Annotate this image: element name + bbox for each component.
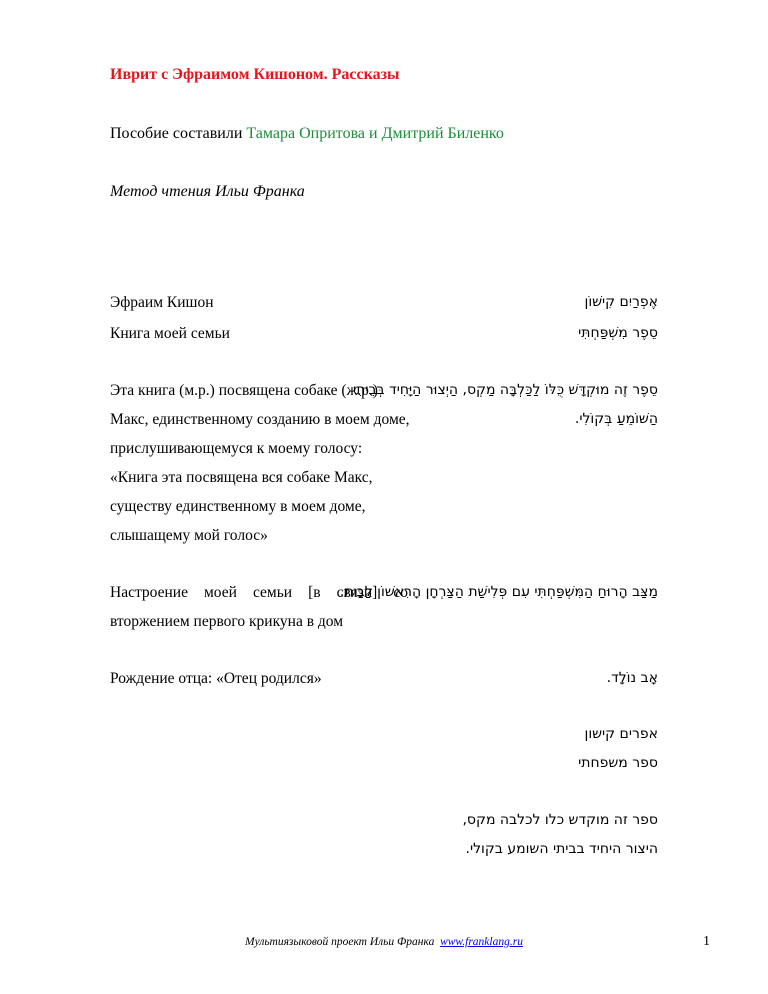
plain-hebrew-line: היצור היחיד בביתי השומע בקולי.: [465, 841, 658, 857]
authors-names: Тамара Опритова и Дмитрий Биленко: [246, 125, 504, 142]
plain-hebrew-line: אפרים קישון: [584, 726, 658, 742]
russian-line-book: Книга моей семьи: [110, 325, 230, 342]
hebrew-line-author: אֶפְרַיִם קִישׁוֹן: [584, 294, 658, 310]
hebrew-paragraph-mood: מַצַּב הָרוּחַ הַמִּשְׁפַּחְתִּי עִם פְּלִישַׁת הַצַּרְחָן הָרִאשׁוֹן לַבַּיִת.: [339, 584, 658, 600]
page-footer: [0, 936, 768, 948]
footer-link[interactable]: www.franklang.ru: [440, 936, 523, 948]
russian-paragraph-dedication: Эта книга (м.р.) посвящена собаке (ж.р.) Макс, единственному созданию в моем доме, прислушивающемуся к моему голосу: «Книга эта посвящена вся собаке Макс, существу единственному в моем доме, слышащему мой голос»: [110, 382, 410, 544]
authors-line: [110, 125, 504, 143]
plain-hebrew-line: ספר זה מוקדש כלו לכלבה מקס,: [462, 812, 658, 828]
russian-paragraph-mood: Настроение моей семьи [в связи] со вторжением первого крикуна в дом: [110, 584, 408, 630]
hebrew-paragraph-dedication: סֵפֶר זֶה מוּקְדָּשׁ כֻּלּוֹ לַכַּלְבָּה מַקְס, הַיְצוּר הַיָּחִיד בְּבֵיתִי הַשּׁוֹמֵעַ בְּקוֹלִי.: [353, 382, 658, 427]
hebrew-line-birth: אָב נוֹלָד.: [606, 670, 658, 686]
authors-prefix: Пособие составили: [110, 125, 247, 142]
plain-hebrew-line: ספר משפחתי: [578, 755, 658, 771]
method-subtitle: Метод чтения Ильи Франка: [110, 183, 305, 200]
book-title: Иврит с Эфраимом Кишоном. Рассказы: [110, 66, 400, 83]
footer-project: Мультиязыковой проект Ильи Франка: [245, 936, 435, 948]
russian-line-birth: Рождение отца: «Отец родился»: [110, 670, 322, 687]
russian-line-author: Эфраим Кишон: [110, 294, 214, 311]
page-number: 1: [703, 934, 710, 949]
hebrew-line-book: סֵפֶר מִשְׁפַּחְתִּי: [578, 325, 658, 341]
